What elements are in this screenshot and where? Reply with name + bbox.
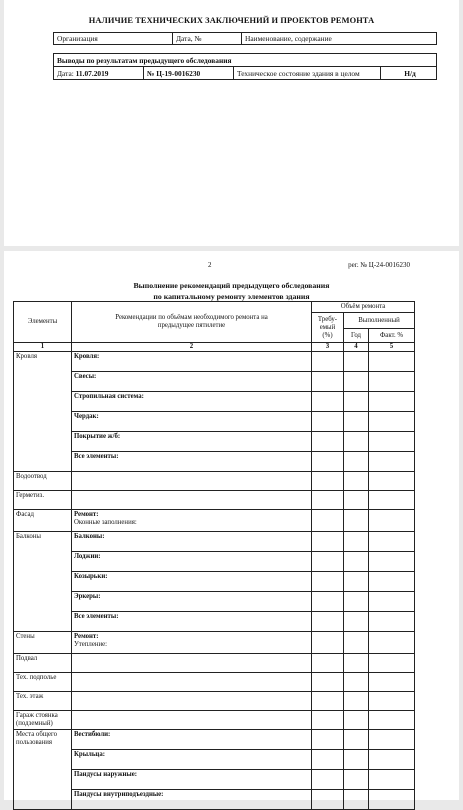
fact-cell	[369, 770, 415, 790]
fact-cell	[369, 491, 415, 510]
column-header: Дата, №	[173, 33, 242, 45]
recommendation-cell	[72, 491, 312, 510]
recommendation-cell	[72, 750, 312, 770]
column-number: 3	[312, 343, 344, 352]
year-cell	[344, 412, 369, 432]
recommendation-cell	[72, 552, 312, 572]
table-row	[14, 692, 415, 711]
required-cell	[312, 711, 344, 730]
year-cell	[344, 452, 369, 472]
fact-cell	[369, 750, 415, 770]
page-number: 2	[208, 261, 212, 269]
recommendation-cell	[72, 612, 312, 632]
required-cell	[312, 692, 344, 711]
recommendation-label: Покрытие ж/б:	[74, 433, 121, 440]
year-cell	[344, 750, 369, 770]
element-name: Водоотвод	[14, 472, 72, 491]
fact-cell	[369, 692, 415, 711]
registration-number: рег. № Ц-24-0016230	[348, 261, 410, 269]
recommendation-cell	[72, 632, 312, 654]
finding-status: Н/д	[381, 67, 437, 80]
column-number: 4	[344, 343, 369, 352]
year-cell	[344, 532, 369, 552]
fact-cell	[369, 572, 415, 592]
table-row	[14, 532, 415, 552]
required-cell	[312, 552, 344, 572]
fact-cell	[369, 592, 415, 612]
year-cell	[344, 770, 369, 790]
fact-cell	[369, 452, 415, 472]
recommendation-cell	[72, 452, 312, 472]
table-row	[14, 552, 415, 572]
table-row	[14, 750, 415, 770]
table-row	[14, 572, 415, 592]
column-numbers-row	[14, 343, 415, 352]
year-cell	[344, 432, 369, 452]
recommendation-label: Пандусы наружные:	[74, 771, 137, 778]
recommendation-label: Ремонт:	[74, 633, 99, 640]
recommendation-label: Все элементы:	[74, 613, 119, 620]
recommendation-cell	[72, 532, 312, 552]
required-cell	[312, 730, 344, 750]
column-header: Наименование, содержание	[242, 33, 437, 45]
recommendation-cell	[72, 692, 312, 711]
recommendation-label: Крыльца:	[74, 751, 106, 758]
recommendation-label: Ремонт:	[74, 511, 99, 518]
year-cell	[344, 352, 369, 372]
year-cell	[344, 654, 369, 673]
recommendation-label: Чердак:	[74, 413, 99, 420]
required-cell	[312, 572, 344, 592]
table-row	[14, 452, 415, 472]
fact-cell	[369, 472, 415, 491]
document-page-1	[4, 0, 459, 246]
fact-cell	[369, 432, 415, 452]
fact-cell	[369, 673, 415, 692]
finding-date: Дата: 11.07.2019	[54, 67, 144, 80]
element-name: Герметиз.	[14, 491, 72, 510]
required-cell	[312, 472, 344, 491]
fact-cell	[369, 412, 415, 432]
header-recommendations: Рекомендации по объёмам необходимого ремонта на предыдущее пятилетие	[72, 302, 312, 343]
header-fact: Факт. %	[369, 329, 415, 343]
required-cell	[312, 592, 344, 612]
element-name: Фасад	[14, 510, 72, 532]
element-name: Кровля	[14, 352, 72, 472]
fact-cell	[369, 532, 415, 552]
recommendation-cell	[72, 673, 312, 692]
recommendation-cell	[72, 572, 312, 592]
recommendation-label: Стропильная система:	[74, 393, 144, 400]
finding-number: № Ц-19-0016230	[144, 67, 234, 80]
recommendation-label: Лоджии:	[74, 553, 101, 560]
required-cell	[312, 352, 344, 372]
year-cell	[344, 472, 369, 491]
reports-table	[53, 32, 437, 45]
recommendation-sublabel: Оконные заполнения:	[74, 519, 137, 526]
table-row	[14, 491, 415, 510]
fact-cell	[369, 711, 415, 730]
recommendation-cell	[72, 392, 312, 412]
finding-content: Техническое состояние здания в целом	[234, 67, 381, 80]
required-cell	[312, 654, 344, 673]
recommendation-cell	[72, 730, 312, 750]
column-header: Организация	[54, 33, 173, 45]
required-cell	[312, 452, 344, 472]
required-cell	[312, 432, 344, 452]
table-row	[14, 632, 415, 654]
header-year: Год	[344, 329, 369, 343]
year-cell	[344, 673, 369, 692]
table-row	[14, 592, 415, 612]
element-name: Подвал	[14, 654, 72, 673]
required-cell	[312, 750, 344, 770]
table-row	[14, 711, 415, 730]
section-title: Выполнение рекомендаций предыдущего обследования по капитальному ремонту элементов здания	[133, 281, 330, 301]
year-cell	[344, 491, 369, 510]
required-cell	[312, 632, 344, 654]
fact-cell	[369, 612, 415, 632]
required-cell	[312, 491, 344, 510]
header-done: Выполненный	[344, 313, 415, 329]
element-name: Гараж стоянка (подземный)	[14, 711, 72, 730]
recommendation-cell	[72, 770, 312, 790]
element-name: Стены	[14, 632, 72, 654]
year-cell	[344, 632, 369, 654]
fact-cell	[369, 654, 415, 673]
recommendation-cell	[72, 592, 312, 612]
fact-cell	[369, 392, 415, 412]
fact-cell	[369, 632, 415, 654]
table-row	[14, 412, 415, 432]
table-row	[14, 392, 415, 412]
table-row	[14, 673, 415, 692]
table-row	[14, 730, 415, 750]
year-cell	[344, 692, 369, 711]
recommendation-label: Козырьки:	[74, 573, 108, 580]
table-row	[14, 770, 415, 790]
table-row	[14, 372, 415, 392]
recommendation-label: Свесы:	[74, 373, 97, 380]
required-cell	[312, 412, 344, 432]
element-name: Балконы	[14, 532, 72, 632]
element-name: Тех. подполье	[14, 673, 72, 692]
fact-cell	[369, 552, 415, 572]
year-cell	[344, 392, 369, 412]
header-volume: Объём ремонта	[312, 302, 415, 313]
fact-cell	[369, 372, 415, 392]
document-page-2	[4, 251, 459, 800]
recommendation-label: Пандусы внутриподъездные:	[74, 791, 164, 798]
fact-cell	[369, 730, 415, 750]
recommendation-label: Балконы:	[74, 533, 105, 540]
recommendation-cell	[72, 432, 312, 452]
required-cell	[312, 612, 344, 632]
table-row	[14, 510, 415, 532]
year-cell	[344, 592, 369, 612]
year-cell	[344, 552, 369, 572]
year-cell	[344, 730, 369, 750]
recommendation-cell	[72, 372, 312, 392]
repair-table	[13, 301, 415, 810]
recommendation-cell	[72, 412, 312, 432]
recommendation-label: Эркеры:	[74, 593, 101, 600]
table-row	[14, 432, 415, 452]
recommendation-cell	[72, 711, 312, 730]
recommendation-label: Вестибюли:	[74, 731, 111, 738]
year-cell	[344, 711, 369, 730]
column-number: 2	[72, 343, 312, 352]
recommendation-cell	[72, 510, 312, 532]
recommendation-sublabel: Утепление:	[74, 641, 108, 648]
column-number: 5	[369, 343, 415, 352]
required-cell	[312, 673, 344, 692]
table-row	[14, 352, 415, 372]
year-cell	[344, 372, 369, 392]
table-row	[14, 612, 415, 632]
recommendation-cell	[72, 654, 312, 673]
required-cell	[312, 392, 344, 412]
page-title: НАЛИЧИЕ ТЕХНИЧЕСКИХ ЗАКЛЮЧЕНИЙ И ПРОЕКТОВ РЕМОНТА	[88, 16, 375, 25]
findings-table	[53, 53, 437, 80]
element-name: Тех. этаж	[14, 692, 72, 711]
fact-cell	[369, 352, 415, 372]
year-cell	[344, 612, 369, 632]
required-cell	[312, 510, 344, 532]
fact-cell	[369, 510, 415, 532]
recommendation-label: Все элементы:	[74, 453, 119, 460]
table-row	[14, 654, 415, 673]
column-number: 1	[14, 343, 72, 352]
header-elements: Элементы	[14, 302, 72, 343]
recommendation-label: Кровля:	[74, 353, 100, 360]
recommendation-cell	[72, 472, 312, 491]
year-cell	[344, 572, 369, 592]
header-required: Требу-емый (%)	[312, 313, 344, 343]
year-cell	[344, 510, 369, 532]
required-cell	[312, 372, 344, 392]
element-name: Места общего пользования	[14, 730, 72, 810]
required-cell	[312, 770, 344, 790]
findings-title: Выводы по результатам предыдущего обследования	[54, 54, 437, 67]
table-row	[14, 472, 415, 491]
recommendation-cell	[72, 352, 312, 372]
required-cell	[312, 532, 344, 552]
